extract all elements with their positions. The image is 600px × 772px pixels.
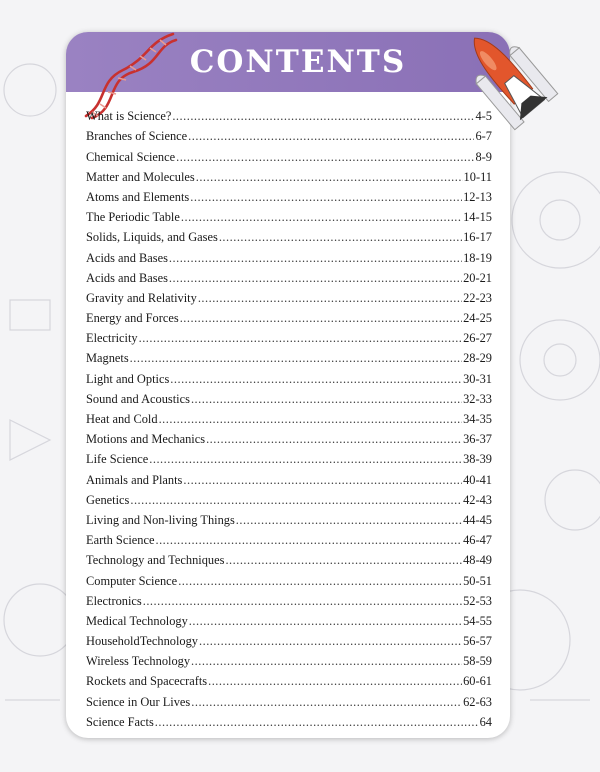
toc-dot-leader	[149, 452, 462, 467]
toc-entry	[86, 508, 492, 528]
toc-dot-leader	[219, 230, 462, 245]
toc-entry-page: 60-61	[463, 674, 492, 689]
toc-entry	[86, 286, 492, 306]
toc-dot-leader	[130, 493, 462, 508]
toc-entry-page: 64	[479, 714, 492, 729]
toc-dot-leader	[196, 170, 463, 185]
toc-entry-page: 44-45	[463, 512, 492, 527]
toc-dot-leader	[172, 109, 474, 124]
toc-entry-page: 22-23	[463, 290, 492, 305]
toc-entry	[86, 306, 492, 326]
toc-entry	[86, 104, 492, 124]
toc-dot-leader	[198, 291, 462, 306]
toc-entry-page: 62-63	[463, 694, 492, 709]
toc-dot-leader	[178, 574, 462, 589]
toc-entry	[86, 205, 492, 225]
toc-entry	[86, 649, 492, 669]
toc-entry	[86, 629, 492, 649]
toc-entry	[86, 710, 492, 730]
toc-dot-leader	[169, 271, 462, 286]
toc-entry	[86, 488, 492, 508]
toc-dot-leader	[206, 432, 462, 447]
toc-entry-page: 20-21	[463, 270, 492, 285]
toc-entry-page: 8-9	[475, 149, 492, 164]
toc-entry-title: Branches of Science	[86, 129, 188, 144]
toc-entry-page: 16-17	[463, 230, 492, 245]
toc-entry	[86, 589, 492, 609]
toc-entry-title: Science in Our Lives	[86, 694, 191, 709]
toc-entry-title: Gravity and Relativity	[86, 290, 197, 305]
toc-entry	[86, 609, 492, 629]
toc-entry-title: Medical Technology	[86, 613, 188, 628]
toc-entry-page: 4-5	[475, 109, 492, 124]
toc-entry	[86, 669, 492, 689]
toc-entry	[86, 144, 492, 164]
toc-entry	[86, 245, 492, 265]
toc-entry-title: Atoms and Elements	[86, 189, 190, 204]
toc-dot-leader	[143, 594, 462, 609]
toc-entry	[86, 185, 492, 205]
toc-entry-title: Sound and Acoustics	[86, 391, 190, 406]
toc-entry-page: 10-11	[463, 169, 492, 184]
toc-entry	[86, 225, 492, 245]
toc-dot-leader	[183, 473, 462, 488]
toc-dot-leader	[139, 331, 462, 346]
toc-entry	[86, 528, 492, 548]
toc-entry	[86, 447, 492, 467]
toc-dot-leader	[199, 634, 462, 649]
toc-dot-leader	[180, 311, 462, 326]
toc-dot-leader	[181, 210, 462, 225]
table-of-contents	[86, 104, 492, 730]
toc-entry-title: Solids, Liquids, and Gases	[86, 230, 218, 245]
toc-entry-title: The Periodic Table	[86, 210, 180, 225]
toc-entry	[86, 568, 492, 588]
toc-entry-title: Genetics	[86, 492, 130, 507]
toc-entry-page: 58-59	[463, 654, 492, 669]
toc-entry-title: Heat and Cold	[86, 412, 158, 426]
toc-entry-page: 12-13	[463, 189, 492, 204]
toc-dot-leader	[189, 614, 462, 629]
toc-entry	[86, 407, 492, 427]
toc-entry	[86, 427, 492, 447]
toc-entry-title: Matter and Molecules	[86, 169, 195, 184]
toc-entry-page: 46-47	[463, 533, 492, 548]
contents-card	[66, 32, 510, 738]
toc-entry	[86, 548, 492, 568]
toc-entry-title: Acids and Bases	[86, 270, 168, 285]
toc-entry-title: Science Facts	[86, 714, 154, 729]
toc-entry-title: Earth Science	[86, 533, 155, 548]
toc-entry-title: Animals and Plants	[86, 472, 183, 487]
toc-dot-leader	[170, 372, 462, 387]
toc-dot-leader	[190, 190, 462, 205]
toc-entry-page: 32-33	[463, 391, 492, 406]
toc-entry-page: 40-41	[463, 472, 492, 487]
toc-dot-leader	[236, 513, 462, 528]
toc-entry-title: Motions and Mechanics	[86, 432, 206, 447]
toc-entry-page: 50-51	[463, 573, 492, 588]
toc-entry-page: 48-49	[463, 553, 492, 568]
toc-entry-title: Acids and Bases	[86, 250, 168, 265]
toc-entry-title: Living and Non-living Things	[86, 512, 235, 527]
toc-entry-page: 24-25	[463, 311, 492, 326]
toc-entry-page: 42-43	[463, 492, 492, 507]
toc-entry-page: 26-27	[463, 331, 492, 346]
toc-entry-page: 34-35	[463, 412, 492, 426]
toc-entry	[86, 689, 492, 709]
toc-entry-page: 18-19	[463, 250, 492, 265]
toc-entry-title: Magnets	[86, 351, 129, 366]
toc-dot-leader	[225, 553, 462, 568]
toc-entry	[86, 266, 492, 286]
toc-dot-leader	[191, 654, 462, 669]
toc-entry-title: Life Science	[86, 452, 149, 467]
toc-dot-leader	[155, 533, 462, 548]
toc-entry-page: 36-37	[463, 432, 492, 447]
toc-entry-page: 28-29	[463, 351, 492, 366]
toc-entry-page: 6-7	[475, 129, 492, 144]
toc-entry	[86, 124, 492, 144]
toc-entry-title: Chemical Science	[86, 149, 176, 164]
toc-entry	[86, 326, 492, 346]
toc-dot-leader	[159, 412, 463, 427]
toc-entry-page: 14-15	[463, 210, 492, 225]
toc-dot-leader	[169, 251, 462, 266]
toc-entry-title: Technology and Techniques	[86, 553, 225, 568]
space-shuttle-icon	[452, 22, 564, 134]
toc-dot-leader	[208, 674, 462, 689]
toc-entry-title: Electronics	[86, 593, 142, 608]
page-title: CONTENTS	[189, 44, 407, 80]
toc-dot-leader	[188, 129, 474, 144]
toc-entry-title: Computer Science	[86, 573, 178, 588]
toc-entry	[86, 346, 492, 366]
toc-entry-title: Electricity	[86, 331, 138, 346]
toc-entry-title: Wireless Technology	[86, 654, 191, 669]
toc-entry	[86, 165, 492, 185]
toc-entry	[86, 467, 492, 487]
toc-dot-leader	[191, 392, 462, 407]
toc-entry-page: 56-57	[463, 634, 492, 649]
toc-dot-leader	[176, 150, 474, 165]
toc-entry-page: 38-39	[463, 452, 492, 467]
toc-dot-leader	[130, 351, 462, 366]
toc-entry-page: 54-55	[463, 613, 492, 628]
toc-entry-page: 52-53	[463, 593, 492, 608]
toc-entry	[86, 366, 492, 386]
toc-entry-page: 30-31	[463, 371, 492, 386]
toc-dot-leader	[191, 695, 462, 710]
toc-entry-title: HouseholdTechnology	[86, 634, 199, 649]
toc-entry-title: Light and Optics	[86, 371, 170, 386]
toc-entry	[86, 387, 492, 407]
toc-entry-title: Energy and Forces	[86, 311, 179, 326]
toc-entry-title: Rockets and Spacecrafts	[86, 674, 208, 689]
toc-dot-leader	[155, 715, 479, 730]
toc-entry-title: What is Science?	[86, 109, 172, 124]
